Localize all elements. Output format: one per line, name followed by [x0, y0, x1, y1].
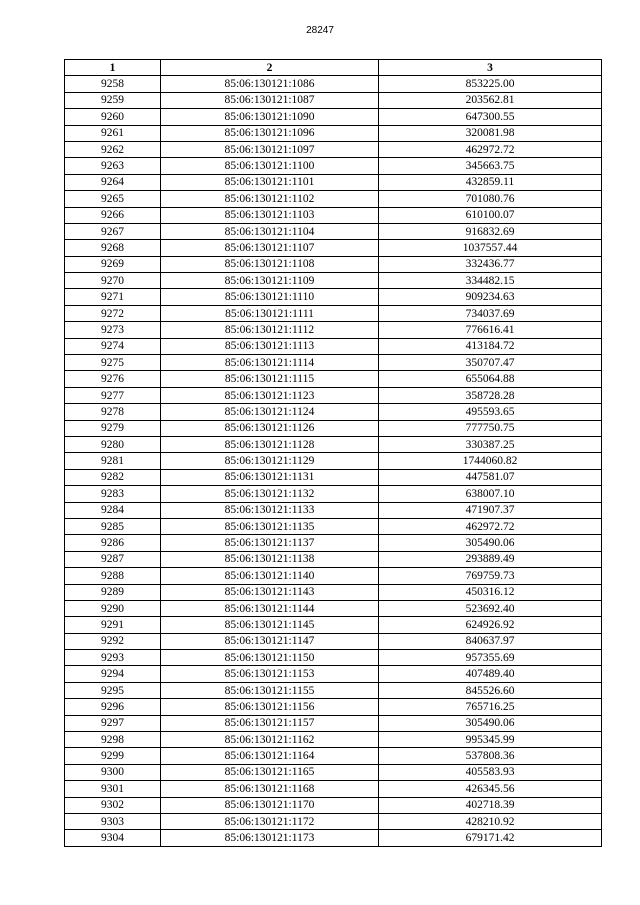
row-number-cell: 9273	[65, 322, 161, 338]
cadastral-number-cell: 85:06:130121:1140	[161, 568, 379, 584]
value-cell: 776616.41	[379, 322, 602, 338]
column-header-2: 2	[161, 60, 379, 76]
row-number-cell: 9290	[65, 600, 161, 616]
cadastral-number-cell: 85:06:130121:1162	[161, 732, 379, 748]
value-cell: 845526.60	[379, 682, 602, 698]
table-row	[65, 158, 602, 174]
value-cell: 957355.69	[379, 650, 602, 666]
row-number-cell: 9282	[65, 469, 161, 485]
cadastral-number-cell: 85:06:130121:1109	[161, 273, 379, 289]
value-cell: 447581.07	[379, 469, 602, 485]
value-cell: 624926.92	[379, 617, 602, 633]
table-row	[65, 781, 602, 797]
table-row	[65, 125, 602, 141]
registry-table	[64, 59, 602, 847]
value-cell: 332436.77	[379, 256, 602, 272]
table-row	[65, 813, 602, 829]
table-row	[65, 584, 602, 600]
row-number-cell: 9275	[65, 355, 161, 371]
row-number-cell: 9260	[65, 109, 161, 125]
table-row	[65, 256, 602, 272]
table-row	[65, 633, 602, 649]
table-body	[65, 76, 602, 846]
value-cell: 345663.75	[379, 158, 602, 174]
table-row	[65, 797, 602, 813]
cadastral-number-cell: 85:06:130121:1147	[161, 633, 379, 649]
cadastral-number-cell: 85:06:130121:1165	[161, 764, 379, 780]
cadastral-number-cell: 85:06:130121:1124	[161, 404, 379, 420]
table-row	[65, 371, 602, 387]
value-cell: 402718.39	[379, 797, 602, 813]
table-row	[65, 141, 602, 157]
value-cell: 432859.11	[379, 174, 602, 190]
row-number-cell: 9298	[65, 732, 161, 748]
row-number-cell: 9278	[65, 404, 161, 420]
row-number-cell: 9261	[65, 125, 161, 141]
row-number-cell: 9265	[65, 191, 161, 207]
cadastral-number-cell: 85:06:130121:1102	[161, 191, 379, 207]
cadastral-number-cell: 85:06:130121:1133	[161, 502, 379, 518]
cadastral-number-cell: 85:06:130121:1113	[161, 338, 379, 354]
cadastral-number-cell: 85:06:130121:1173	[161, 830, 379, 846]
table-row	[65, 666, 602, 682]
value-cell: 765716.25	[379, 699, 602, 715]
cadastral-number-cell: 85:06:130121:1115	[161, 371, 379, 387]
value-cell: 330387.25	[379, 436, 602, 452]
value-cell: 293889.49	[379, 551, 602, 567]
value-cell: 734037.69	[379, 305, 602, 321]
row-number-cell: 9276	[65, 371, 161, 387]
value-cell: 638007.10	[379, 486, 602, 502]
table-row	[65, 518, 602, 534]
row-number-cell: 9279	[65, 420, 161, 436]
value-cell: 413184.72	[379, 338, 602, 354]
cadastral-number-cell: 85:06:130121:1104	[161, 223, 379, 239]
row-number-cell: 9274	[65, 338, 161, 354]
cadastral-number-cell: 85:06:130121:1086	[161, 76, 379, 92]
row-number-cell: 9270	[65, 273, 161, 289]
value-cell: 769759.73	[379, 568, 602, 584]
value-cell: 462972.72	[379, 518, 602, 534]
row-number-cell: 9297	[65, 715, 161, 731]
table-row	[65, 109, 602, 125]
row-number-cell: 9280	[65, 436, 161, 452]
value-cell: 701080.76	[379, 191, 602, 207]
row-number-cell: 9272	[65, 305, 161, 321]
row-number-cell: 9293	[65, 650, 161, 666]
row-number-cell: 9288	[65, 568, 161, 584]
row-number-cell: 9301	[65, 781, 161, 797]
row-number-cell: 9294	[65, 666, 161, 682]
value-cell: 407489.40	[379, 666, 602, 682]
table-row	[65, 289, 602, 305]
cadastral-number-cell: 85:06:130121:1144	[161, 600, 379, 616]
table-row	[65, 420, 602, 436]
value-cell: 358728.28	[379, 387, 602, 403]
value-cell: 1037557.44	[379, 240, 602, 256]
table-row	[65, 830, 602, 846]
table-row	[65, 404, 602, 420]
row-number-cell: 9296	[65, 699, 161, 715]
cadastral-number-cell: 85:06:130121:1123	[161, 387, 379, 403]
value-cell: 916832.69	[379, 223, 602, 239]
row-number-cell: 9268	[65, 240, 161, 256]
cadastral-number-cell: 85:06:130121:1097	[161, 141, 379, 157]
value-cell: 537808.36	[379, 748, 602, 764]
row-number-cell: 9258	[65, 76, 161, 92]
table-row	[65, 715, 602, 731]
cadastral-number-cell: 85:06:130121:1138	[161, 551, 379, 567]
cadastral-number-cell: 85:06:130121:1172	[161, 813, 379, 829]
value-cell: 471907.37	[379, 502, 602, 518]
cadastral-number-cell: 85:06:130121:1145	[161, 617, 379, 633]
row-number-cell: 9299	[65, 748, 161, 764]
row-number-cell: 9291	[65, 617, 161, 633]
cadastral-number-cell: 85:06:130121:1170	[161, 797, 379, 813]
row-number-cell: 9283	[65, 486, 161, 502]
table-row	[65, 76, 602, 92]
row-number-cell: 9300	[65, 764, 161, 780]
row-number-cell: 9262	[65, 141, 161, 157]
table-row	[65, 650, 602, 666]
value-cell: 426345.56	[379, 781, 602, 797]
value-cell: 777750.75	[379, 420, 602, 436]
cadastral-number-cell: 85:06:130121:1107	[161, 240, 379, 256]
table-row	[65, 502, 602, 518]
cadastral-number-cell: 85:06:130121:1100	[161, 158, 379, 174]
cadastral-number-cell: 85:06:130121:1128	[161, 436, 379, 452]
row-number-cell: 9287	[65, 551, 161, 567]
cadastral-number-cell: 85:06:130121:1087	[161, 92, 379, 108]
header-row	[65, 60, 602, 76]
value-cell: 995345.99	[379, 732, 602, 748]
value-cell: 610100.07	[379, 207, 602, 223]
cadastral-number-cell: 85:06:130121:1112	[161, 322, 379, 338]
row-number-cell: 9267	[65, 223, 161, 239]
cadastral-number-cell: 85:06:130121:1168	[161, 781, 379, 797]
row-number-cell: 9286	[65, 535, 161, 551]
value-cell: 203562.81	[379, 92, 602, 108]
table-row	[65, 355, 602, 371]
cadastral-number-cell: 85:06:130121:1111	[161, 305, 379, 321]
value-cell: 655064.88	[379, 371, 602, 387]
table-row	[65, 469, 602, 485]
cadastral-number-cell: 85:06:130121:1143	[161, 584, 379, 600]
value-cell: 523692.40	[379, 600, 602, 616]
table-row	[65, 191, 602, 207]
row-number-cell: 9289	[65, 584, 161, 600]
table-row	[65, 240, 602, 256]
cadastral-number-cell: 85:06:130121:1155	[161, 682, 379, 698]
cadastral-number-cell: 85:06:130121:1103	[161, 207, 379, 223]
row-number-cell: 9264	[65, 174, 161, 190]
cadastral-number-cell: 85:06:130121:1164	[161, 748, 379, 764]
row-number-cell: 9263	[65, 158, 161, 174]
table-row	[65, 207, 602, 223]
table-row	[65, 617, 602, 633]
value-cell: 647300.55	[379, 109, 602, 125]
table-row	[65, 682, 602, 698]
value-cell: 679171.42	[379, 830, 602, 846]
table-row	[65, 322, 602, 338]
cadastral-number-cell: 85:06:130121:1135	[161, 518, 379, 534]
table-header	[65, 60, 602, 76]
cadastral-number-cell: 85:06:130121:1129	[161, 453, 379, 469]
cadastral-number-cell: 85:06:130121:1096	[161, 125, 379, 141]
table-row	[65, 436, 602, 452]
column-header-3: 3	[379, 60, 602, 76]
value-cell: 450316.12	[379, 584, 602, 600]
page-number: 28247	[306, 25, 334, 36]
value-cell: 350707.47	[379, 355, 602, 371]
cadastral-number-cell: 85:06:130121:1090	[161, 109, 379, 125]
table-row	[65, 600, 602, 616]
table-row	[65, 568, 602, 584]
value-cell: 909234.63	[379, 289, 602, 305]
value-cell: 428210.92	[379, 813, 602, 829]
cadastral-number-cell: 85:06:130121:1153	[161, 666, 379, 682]
value-cell: 305490.06	[379, 535, 602, 551]
cadastral-number-cell: 85:06:130121:1108	[161, 256, 379, 272]
value-cell: 495593.65	[379, 404, 602, 420]
row-number-cell: 9259	[65, 92, 161, 108]
table-row	[65, 174, 602, 190]
table-row	[65, 387, 602, 403]
table-row	[65, 748, 602, 764]
cadastral-number-cell: 85:06:130121:1157	[161, 715, 379, 731]
cadastral-number-cell: 85:06:130121:1114	[161, 355, 379, 371]
row-number-cell: 9281	[65, 453, 161, 469]
row-number-cell: 9277	[65, 387, 161, 403]
row-number-cell: 9292	[65, 633, 161, 649]
cadastral-number-cell: 85:06:130121:1132	[161, 486, 379, 502]
table-row	[65, 486, 602, 502]
value-cell: 305490.06	[379, 715, 602, 731]
cadastral-number-cell: 85:06:130121:1131	[161, 469, 379, 485]
row-number-cell: 9266	[65, 207, 161, 223]
value-cell: 1744060.82	[379, 453, 602, 469]
row-number-cell: 9295	[65, 682, 161, 698]
table-row	[65, 223, 602, 239]
table-row	[65, 535, 602, 551]
cadastral-number-cell: 85:06:130121:1110	[161, 289, 379, 305]
table-row	[65, 338, 602, 354]
cadastral-number-cell: 85:06:130121:1150	[161, 650, 379, 666]
value-cell: 320081.98	[379, 125, 602, 141]
row-number-cell: 9304	[65, 830, 161, 846]
cadastral-number-cell: 85:06:130121:1156	[161, 699, 379, 715]
table-row	[65, 732, 602, 748]
column-header-1: 1	[65, 60, 161, 76]
cadastral-number-cell: 85:06:130121:1137	[161, 535, 379, 551]
table-row	[65, 764, 602, 780]
row-number-cell: 9284	[65, 502, 161, 518]
row-number-cell: 9303	[65, 813, 161, 829]
table-row	[65, 305, 602, 321]
row-number-cell: 9302	[65, 797, 161, 813]
value-cell: 462972.72	[379, 141, 602, 157]
table-row	[65, 453, 602, 469]
table-row	[65, 273, 602, 289]
row-number-cell: 9271	[65, 289, 161, 305]
table-row	[65, 699, 602, 715]
value-cell: 840637.97	[379, 633, 602, 649]
row-number-cell: 9285	[65, 518, 161, 534]
table-row	[65, 92, 602, 108]
value-cell: 853225.00	[379, 76, 602, 92]
table-row	[65, 551, 602, 567]
value-cell: 334482.15	[379, 273, 602, 289]
row-number-cell: 9269	[65, 256, 161, 272]
value-cell: 405583.93	[379, 764, 602, 780]
cadastral-number-cell: 85:06:130121:1101	[161, 174, 379, 190]
cadastral-number-cell: 85:06:130121:1126	[161, 420, 379, 436]
